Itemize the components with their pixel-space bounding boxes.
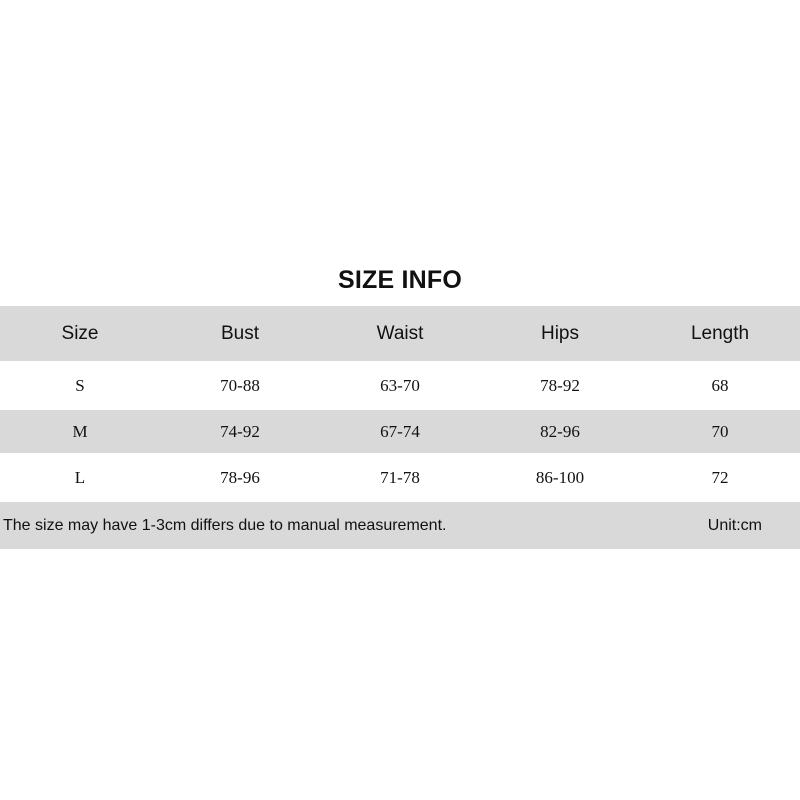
cell-waist: 71-78 bbox=[380, 467, 420, 487]
table-footer-row bbox=[0, 502, 800, 549]
cell-waist: 63-70 bbox=[380, 375, 420, 395]
cell-hips: 82-96 bbox=[540, 421, 580, 441]
table-header-row bbox=[0, 306, 800, 361]
header-length: Length bbox=[690, 322, 750, 344]
cell-waist: 67-74 bbox=[380, 421, 420, 441]
header-hips: Hips bbox=[540, 322, 579, 344]
unit-label: Unit:cm bbox=[707, 516, 762, 534]
cell-length: 70 bbox=[711, 421, 729, 441]
size-info-title: SIZE INFO bbox=[337, 266, 463, 294]
header-waist: Waist bbox=[376, 322, 424, 344]
cell-length: 72 bbox=[711, 467, 729, 487]
size-table bbox=[0, 306, 800, 549]
table-row bbox=[0, 364, 800, 407]
cell-size: M bbox=[72, 421, 88, 441]
cell-hips: 86-100 bbox=[535, 467, 585, 487]
header-size: Size bbox=[61, 322, 99, 344]
table-row bbox=[0, 456, 800, 499]
cell-size: L bbox=[74, 467, 86, 487]
header-bust: Bust bbox=[220, 322, 260, 344]
table-row bbox=[0, 410, 800, 453]
cell-bust: 70-88 bbox=[220, 375, 260, 395]
measurement-note: The size may have 1-3cm differs due to manual measurement. bbox=[3, 516, 447, 534]
cell-bust: 74-92 bbox=[220, 421, 260, 441]
cell-length: 68 bbox=[711, 375, 729, 395]
cell-hips: 78-92 bbox=[540, 375, 580, 395]
cell-bust: 78-96 bbox=[220, 467, 260, 487]
cell-size: S bbox=[75, 375, 85, 395]
